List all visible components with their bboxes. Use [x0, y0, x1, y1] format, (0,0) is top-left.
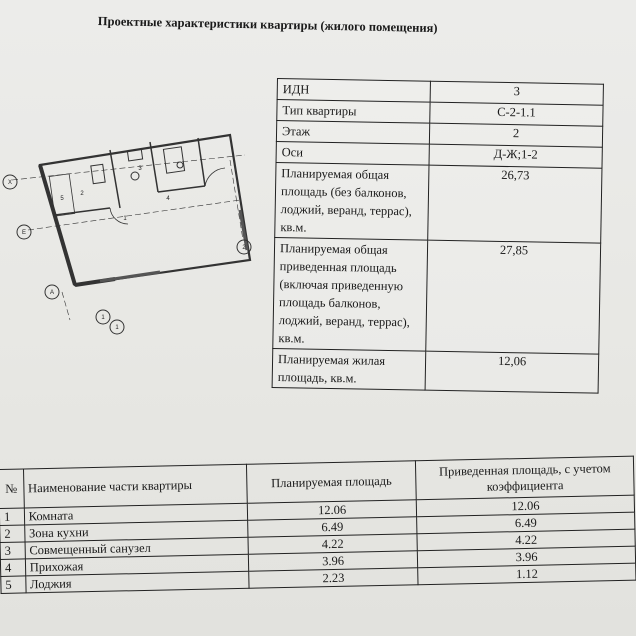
header-name: Наименование части квартиры — [23, 464, 247, 508]
stove-fixture — [91, 164, 105, 183]
char-value: Д-Ж;1-2 — [429, 144, 602, 168]
char-value: 2 — [429, 123, 602, 147]
row-name: Совмещенный санузел — [25, 537, 249, 559]
shower-fixture — [163, 147, 184, 173]
characteristics-table — [272, 78, 604, 394]
window-1 — [100, 272, 160, 281]
toilet-fixture — [131, 172, 139, 180]
row-no: 1 — [0, 508, 24, 526]
row-reduced: 6.49 — [417, 512, 635, 534]
row-no: 5 — [1, 576, 26, 594]
table-row — [273, 237, 601, 354]
char-value: С-2-1.1 — [430, 102, 603, 126]
row-no: 4 — [0, 559, 25, 577]
door-arc-1 — [205, 168, 225, 186]
row-no: 3 — [0, 542, 25, 560]
drain-fixture — [177, 162, 183, 168]
row-area: 4.22 — [248, 534, 418, 555]
table-row — [275, 162, 602, 243]
row-reduced: 3.96 — [418, 546, 636, 568]
header-reduced: Приведенная площадь, с учетом коэффициента — [416, 456, 634, 500]
axis-label-a: A — [49, 290, 55, 296]
axis-label-e: E — [21, 230, 27, 236]
room-label-3: 3 — [138, 166, 142, 172]
partition-3 — [150, 142, 158, 192]
document-title: Проектные характеристики квартиры (жилого помещения) — [97, 14, 438, 36]
row-area: 2.23 — [249, 568, 419, 589]
partition-2 — [110, 150, 120, 208]
char-label: Этаж — [276, 121, 429, 145]
char-label: Планируемая жилая площадь, кв.м. — [272, 348, 426, 390]
row-reduced: 12.06 — [417, 495, 635, 517]
row-reduced: 4.22 — [417, 529, 635, 551]
axis-label-2: 2 — [242, 245, 246, 251]
wall-left — [40, 165, 75, 285]
table-row — [272, 348, 599, 393]
header-no: № — [0, 469, 24, 509]
outer-wall — [40, 135, 250, 285]
char-label: ИДН — [277, 79, 430, 103]
room-label-1: 1 — [123, 216, 127, 222]
row-name: Прихожая — [25, 554, 249, 576]
char-label: Планируемая общая площадь (без балконов, лоджий, веранд, террас), кв.м. — [275, 162, 429, 240]
room-label-5: 5 — [60, 196, 64, 202]
char-label: Планируемая общая приведенная площадь (включая приведенную площадь балконов, лоджий, веранд, террас), кв.м. — [273, 237, 428, 351]
char-label: Тип квартиры — [277, 100, 430, 124]
row-reduced: 1.12 — [418, 563, 636, 585]
row-area: 6.49 — [248, 517, 418, 538]
char-value: 26,73 — [428, 165, 602, 243]
axis-label-x: X — [7, 180, 13, 186]
partition-5 — [198, 138, 205, 186]
partition-1 — [55, 208, 110, 215]
floor-plan — [0, 120, 265, 345]
char-value: 12,06 — [425, 351, 599, 393]
room-label-4: 4 — [166, 196, 170, 202]
row-name: Лоджия — [25, 571, 249, 593]
room-label-2: 2 — [80, 191, 84, 197]
axis-line-1 — [62, 292, 70, 320]
header-area: Планируемая площадь — [246, 461, 416, 504]
char-label: Оси — [276, 141, 429, 165]
row-name: Зона кухни — [24, 520, 248, 542]
rooms-table — [0, 456, 636, 594]
axis-label-1a: 1 — [101, 315, 105, 321]
row-name: Комната — [24, 503, 248, 525]
char-value: 27,85 — [426, 240, 601, 354]
axis-label-1b: 1 — [115, 325, 119, 331]
char-value: 3 — [430, 81, 603, 105]
row-area: 3.96 — [248, 551, 418, 572]
partition-4 — [158, 186, 205, 192]
row-no: 2 — [0, 525, 25, 543]
row-area: 12.06 — [247, 500, 417, 521]
